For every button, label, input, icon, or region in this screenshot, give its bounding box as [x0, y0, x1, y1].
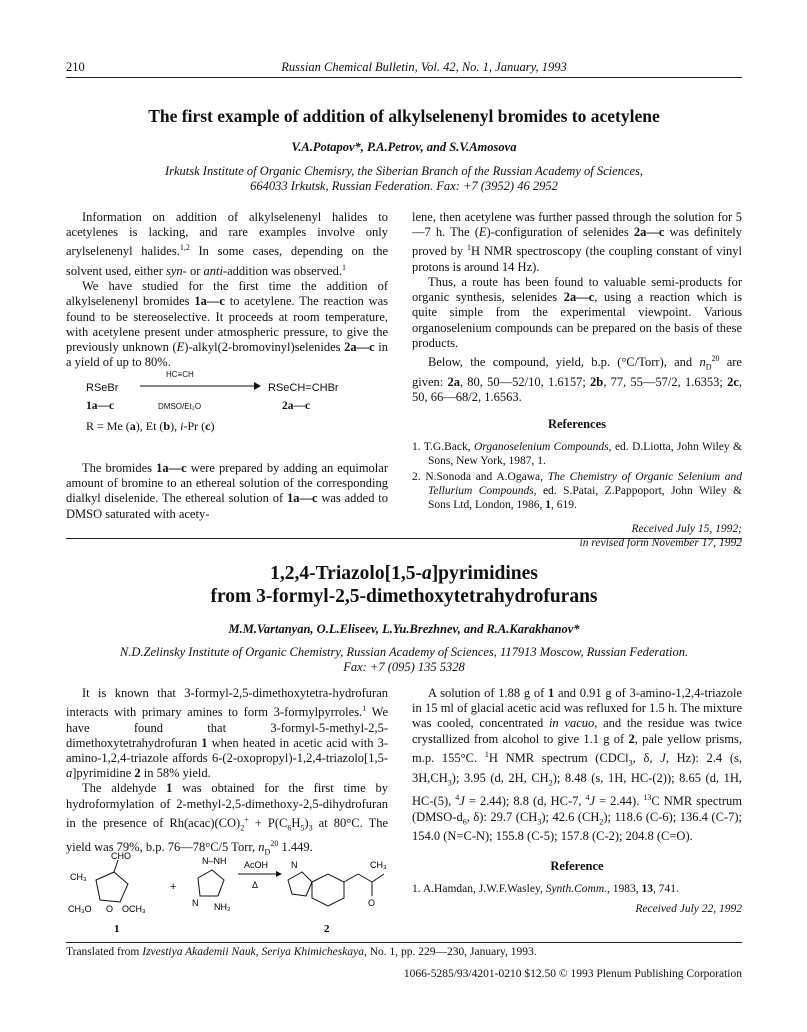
arrow-head [276, 871, 282, 877]
reagent-label: AcOH [244, 860, 269, 870]
article1-title: The first example of addition of alkylselenenyl bromides to acetylene [148, 106, 660, 126]
affiliation-line: 664033 Irkutsk, Russian Federation. Fax: +7 (3952) 46 2952 [250, 179, 558, 193]
ch3o-label: CH₃O [68, 904, 92, 914]
nh2-label: NH₂ [214, 902, 231, 912]
paragraph: Information on addition of alkylselenenyl halides to acetylenes is lacking, and rare examples involve only arylselenenyl halides.$^{1,2}$ In some cases, depending on the solvent used, either syn- or anti-addition was observed.$^1$ [66, 210, 388, 278]
side-chain-bond [344, 874, 358, 882]
triazole-ring [198, 870, 224, 896]
reference-item: 2. N.Sonoda and A.Ogawa, The Chemistry of Organic Selenium and Tellurium Compounds, ed. S.Patai, Z.Pappoport, John Wiley & Sons Ltd, London, 1986, 1, 619. [412, 471, 743, 512]
reference-item: 1. A.Hamdan, J.W.F.Wasley, Synth.Comm., 1983, 13, 741. [412, 882, 679, 895]
ch3-label: CH₃ [70, 872, 87, 882]
affiliation-line: Irkutsk Institute of Organic Chemisry, the Siberian Branch of the Russian Academy of Sciences, [164, 164, 644, 178]
heat-symbol: Δ [252, 880, 259, 890]
references-heading: References [547, 417, 607, 432]
affiliation-line: Fax: +7 (095) 135 5328 [343, 660, 465, 674]
article2-left-column [66, 686, 388, 860]
reference-heading: Reference [550, 858, 604, 873]
reaction-scheme-2 [66, 850, 396, 934]
article1-left-column-bottom [66, 461, 388, 522]
reaction-arrow [138, 380, 262, 392]
page-number: 210 [66, 60, 85, 74]
product-pyrimidine-ring [312, 874, 344, 906]
article2-title [66, 562, 742, 608]
article1-authors: V.A.Potapov*, P.A.Petrov, and S.V.Amosova [291, 140, 517, 154]
article-separator [66, 538, 742, 539]
translation-note: Translated from Izvestiya Akademii Nauk, Seriya Khimicheskaya, No. 1, pp. 229—230, January, 1993. [66, 946, 537, 958]
affiliation-line: N.D.Zelinsky Institute of Organic Chemistry, Russian Academy of Sciences, 117913 Moscow, Russian Federation. [119, 645, 689, 659]
product-ch3: CH₃ [370, 860, 387, 870]
article2-title-line1: 1,2,4-Triazolo[1,5-a]pyrimidines [270, 563, 538, 584]
revised-date: in revised form November 17, 1992 [579, 537, 742, 550]
product-label: 2a—c [282, 400, 311, 412]
header-rule [66, 77, 742, 78]
paragraph: lene, then acetylene was further passed through the solution for 5—7 h. The (E)-configuration of selenides 2a—c was definitely proved by $^1$H NMR spectroscopy (the coupling constant of vinyl protons is around 14 Hz). [412, 210, 742, 274]
article1-right-column [412, 210, 742, 550]
r-groups: R = Me (a), Et (b), i-Pr (c) [86, 419, 215, 433]
paragraph: Below, the compound, yield, b.p. (°C/Torr), and $n_D^{20}$ are given: 2a, 80, 50—52/10, 1.6157; 2b, 77, 55—57/2, 1.6353; 2c, 50, 66—68/2, 1.6563. [412, 353, 743, 405]
journal-title: Russian Chemical Bulletin, Vol. 42, No. 1, January, 1993 [281, 60, 567, 74]
product-n: N [291, 860, 298, 870]
paragraph: The bromides 1a—c were prepared by adding an equimolar amount of bromine to an ethereal solution of the corresponding dialkyl diselenide. The ethereal solution of 1a—c was added to DMSO saturated with acety- [66, 461, 388, 521]
side-chain-bond [358, 874, 372, 882]
reference-item: 1. T.G.Back, Organoselenium Compounds, ed. D.Liotta, John Wiley & Sons, New York, 1987, 1. [412, 441, 743, 468]
och3-label: OCH₃ [122, 904, 146, 914]
paragraph: It is known that 3-formyl-2,5-dimethoxytetra-hydrofuran interacts with primary amines to form 3-formylpyrroles.$^1$ We have found that 3-formyl-5-methyl-2,5-dimethoxytetrahydrofuran 1 when heated in acetic acid with 3-amino-1,2,4-triazole affords 6-(2-oxopropyl)-1,2,4-triazolo[1,5-a]pyrimidine 2 in 58% yield. [66, 686, 388, 781]
copyright-line: 1066-5285/93/4201-0210 $12.50 © 1993 Plenum Publishing Corporation [403, 968, 742, 980]
cho-label: CHO [111, 851, 131, 861]
article2-title-line2: from 3-formyl-2,5-dimethoxytetrahydrofurans [210, 586, 598, 607]
compound-label-1: 1 [114, 923, 120, 934]
ring-oxygen: O [106, 904, 114, 914]
article2-right-column [412, 686, 742, 916]
product-triazole-ring [288, 872, 312, 896]
thf-ring [96, 872, 128, 902]
solvent-label: DMSO/Et₂O [158, 402, 202, 411]
paragraph: We have studied for the first time the addition of alkylselenenyl bromides 1a—c to acetylene. The reaction was found to be stereoselective. It proceeds at room temperature, with acetylene present under atmospheric pressure, to give the previously unknown (E)-alkyl(2-bromovinyl)selenides 2a—c in a yield of up to 80%. [66, 279, 388, 370]
received-date: Received July 22, 1992 [635, 902, 742, 915]
reactant: RSeBr [86, 382, 119, 394]
footer-rule [66, 942, 742, 943]
cho-bond [114, 860, 118, 872]
nnh-label: N–NH [202, 856, 227, 866]
triazole-n: N [192, 898, 199, 908]
article2-affiliation [66, 645, 742, 675]
paragraph: The aldehyde 1 was obtained for the first time by hydroformylation of 2-methyl-2,5-dimethoxy-2,5-dihydrofuran in the presence of $Rh(acac)(CO)_2^+ + P(C_6H_5)_3$ at 80°C. The yield was 79%, b.p. 76—78°C/5 Torr, $n_D^{20}$ 1.449. [66, 781, 388, 857]
running-header [66, 60, 742, 75]
ketone-oxygen: O [368, 898, 376, 908]
reaction-scheme-1 [86, 372, 386, 444]
reagent-label: HC≡CH [166, 370, 194, 379]
paragraph: A solution of 1.88 g of 1 and 0.91 g of 3-amino-1,2,4-triazole in 15 ml of glacial acetic acid was refluxed for 1.5 h. The mixture was cooled, concentrated in vacuo, and the residue was twice crystallized from alcohol to give 1.1 g of 2, pale yellow prisms, m.p. 155°C. $^1$H NMR spectrum (CDCl$_3$, δ, J, Hz): 2.4 (s, $3H,CH_3$); 3.95 (d, 2H, $CH_2$); 8.48 (s, 1H, HC-(2)); 8.65 (d, 1H, HC-(5), $^4$J = 2.44); 8.8 (d, HC-7, $^4$J = 2.44). $^{13}$C NMR spectrum ($DMSO-d_6$, δ): 29.7 $(CH_3)$; 42.6 $(CH_2)$; 118.6 (C-6); 136.4 (C-7); 154.0 (N=C-N); 155.8 (C-5); 157.8 (C-2); 204.8 (C=O). [412, 686, 743, 844]
paragraph: Thus, a route has been found to valuable semi-products for organic synthesis, selenides 2a—c, using a reaction which is quite simple from the experimental viewpoint. Various organoselenium compounds can be prepared on the basis of these products. [412, 274, 742, 350]
received-date: Received July 15, 1992; [631, 523, 742, 536]
article2-authors: M.M.Vartanyan, O.L.Eliseev, L.Yu.Brezhnev, and R.A.Karakhanov* [228, 622, 580, 636]
side-chain-bond [372, 874, 384, 882]
plus-sign: + [170, 881, 177, 893]
product: RSeCH=CHBr [268, 382, 339, 394]
article1-left-column [66, 210, 388, 370]
article1-affiliation [100, 164, 708, 194]
compound-label-2: 2 [324, 923, 330, 934]
reactant-label: 1a—c [86, 400, 115, 412]
